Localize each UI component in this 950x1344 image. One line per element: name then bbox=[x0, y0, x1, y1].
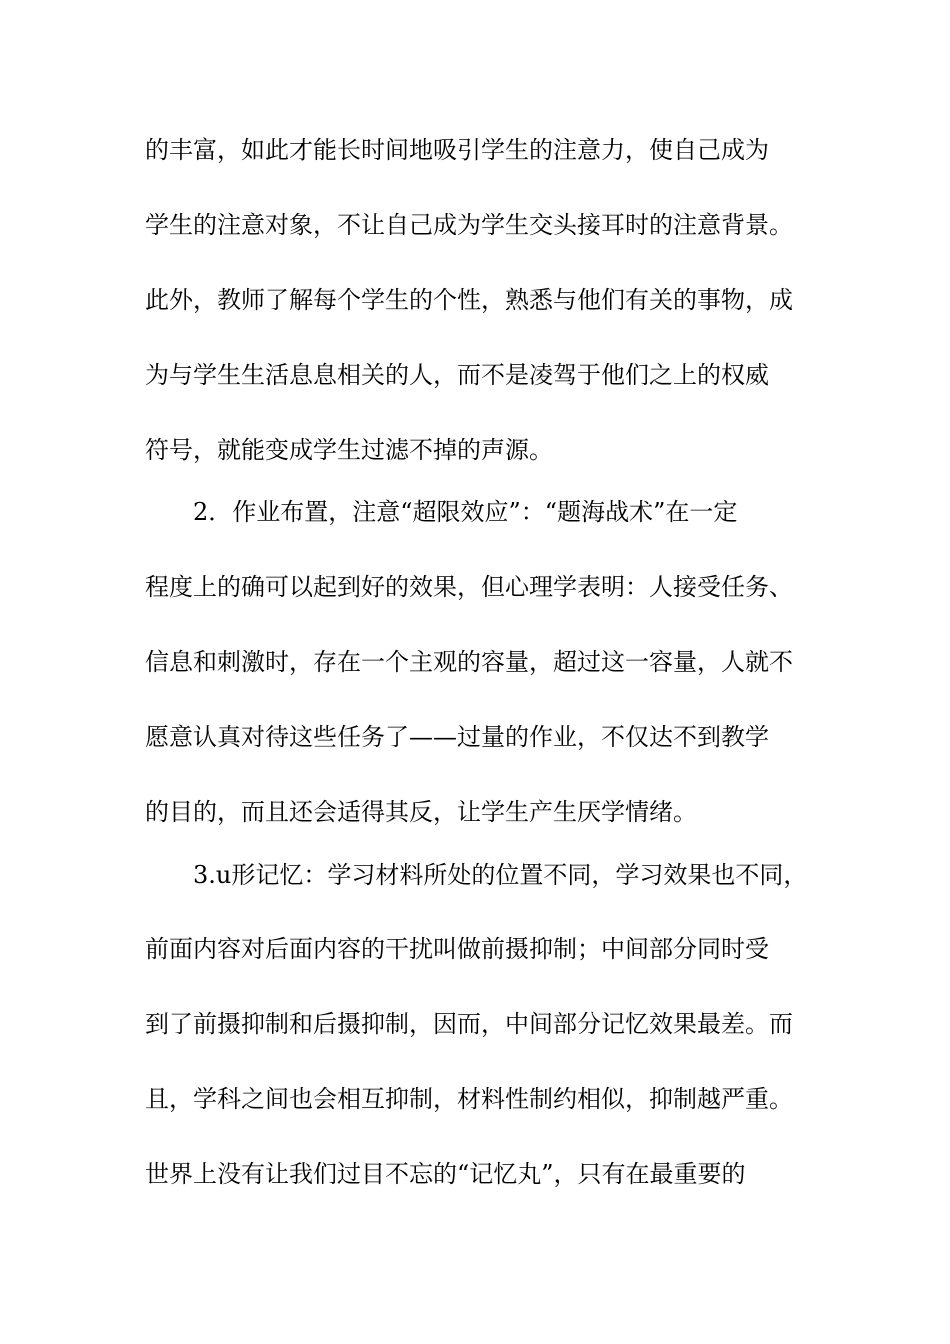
paragraph-start-line: 2．作业布置，注意“超限效应”：“题海战术”在一定 bbox=[193, 498, 738, 526]
text-line: 此外，教师了解每个学生的个性，熟悉与他们有关的事物，成 bbox=[145, 286, 793, 314]
text-line: 符号，就能变成学生过滤不掉的声源。 bbox=[145, 436, 553, 464]
text-line: 的目的，而且还会适得其反，让学生产生厌学情绪。 bbox=[145, 798, 697, 826]
text-line: 前面内容对后面内容的干扰叫做前摄抑制；中间部分同时受 bbox=[145, 935, 769, 963]
paragraph-start-line: 3.u形记忆：学习材料所处的位置不同，学习效果也不同， bbox=[193, 861, 808, 889]
text-line: 愿意认真对待这些任务了——过量的作业，不仅达不到教学 bbox=[145, 723, 769, 751]
text-line: 的丰富，如此才能长时间地吸引学生的注意力，使自己成为 bbox=[145, 136, 769, 164]
text-line: 到了前摄抑制和后摄抑制，因而，中间部分记忆效果最差。而 bbox=[145, 1010, 793, 1038]
text-line: 且，学科之间也会相互抑制，材料性制约相似，抑制越严重。 bbox=[145, 1085, 793, 1113]
text-line: 为与学生生活息息相关的人，而不是凌驾于他们之上的权威 bbox=[145, 361, 769, 389]
text-line: 程度上的确可以起到好的效果，但心理学表明：人接受任务、 bbox=[145, 573, 793, 601]
text-line: 学生的注意对象，不让自己成为学生交头接耳时的注意背景。 bbox=[145, 211, 793, 239]
text-line: 世界上没有让我们过目不忘的“记忆丸”，只有在最重要的 bbox=[145, 1160, 746, 1188]
text-line: 信息和刺激时，存在一个主观的容量，超过这一容量，人就不 bbox=[145, 648, 793, 676]
